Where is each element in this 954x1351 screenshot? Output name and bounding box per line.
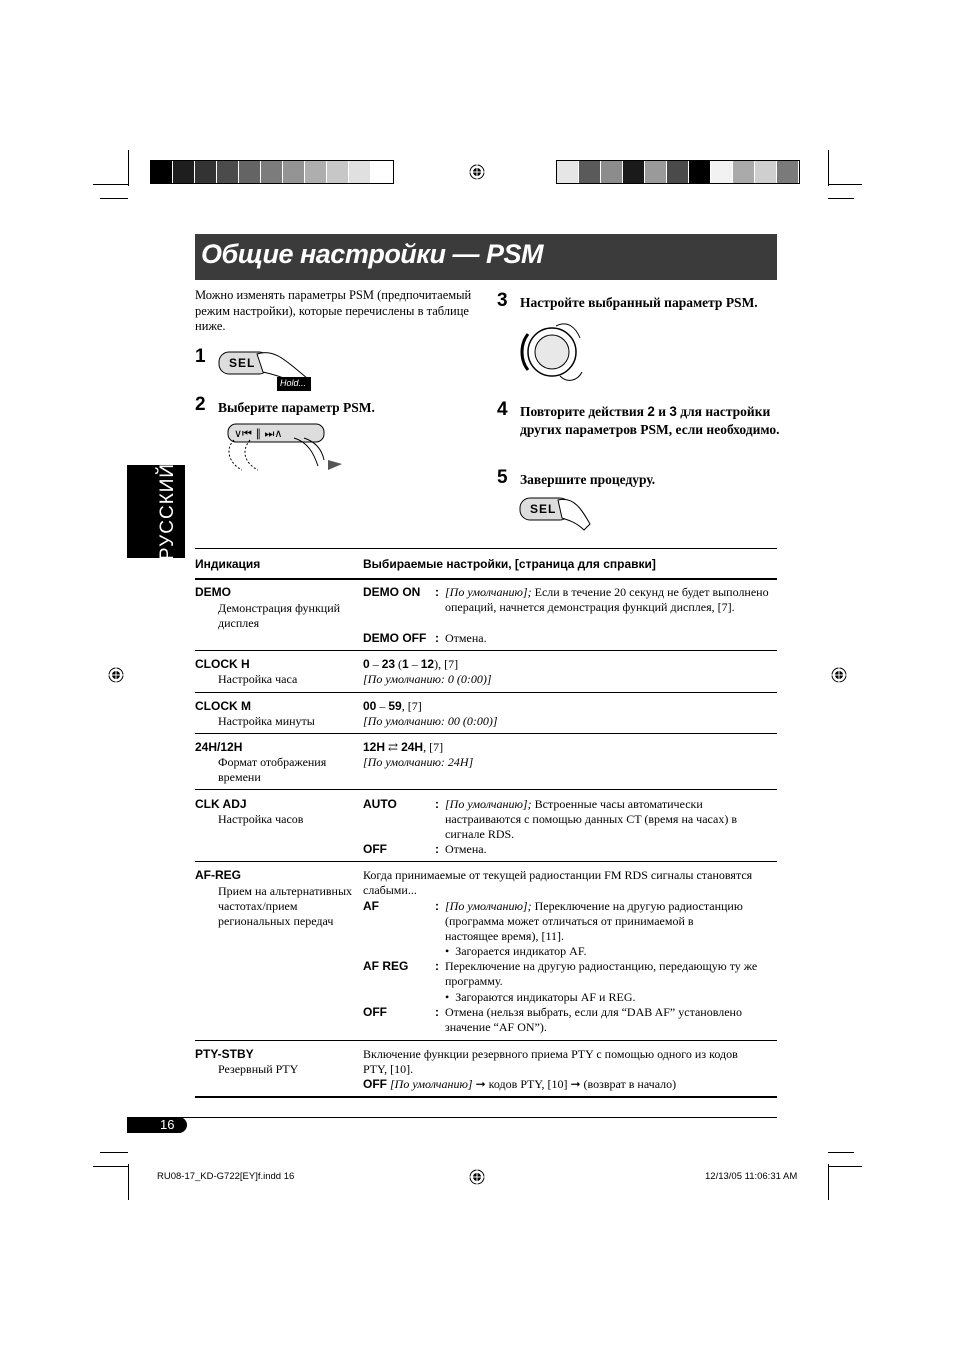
step-1-number: 1 xyxy=(195,346,206,367)
arrow-right-icon: ➞ xyxy=(570,1077,581,1091)
row-divider xyxy=(195,650,777,651)
step-3-text: Настройте выбранный параметр PSM. xyxy=(520,295,758,310)
row-clk-adj-desc: Настройка часов xyxy=(218,812,304,826)
sel-button-label: SEL xyxy=(530,502,557,516)
step-4-text: Повторите действия 2 и 3 для настройки других параметров PSM, если необходимо. xyxy=(520,404,780,437)
row-af-reg-key: AF-REG xyxy=(195,868,241,882)
color-swatch xyxy=(283,161,305,183)
registration-mark-icon xyxy=(469,1169,485,1185)
colon: : xyxy=(435,1005,439,1019)
clock-h-range: 0 – 23 (1 – 12), [7] xyxy=(363,657,459,671)
row-clock-h-desc: Настройка часа xyxy=(218,672,298,686)
arrow-right-icon: ➞ xyxy=(475,1077,486,1091)
color-swatch xyxy=(689,161,711,183)
control-dial-illustration xyxy=(516,318,590,388)
header-indication: Индикация xyxy=(195,557,261,571)
row-clock-h-key: CLOCK H xyxy=(195,657,250,671)
color-calibration-bar-right xyxy=(556,160,800,184)
language-label: РУССКИЙ xyxy=(157,462,178,561)
crop-mark xyxy=(128,150,129,186)
clk-adj-off-key: OFF xyxy=(363,842,387,856)
color-swatch xyxy=(195,161,217,183)
crop-mark xyxy=(93,1166,129,1167)
color-swatch xyxy=(777,161,799,183)
step-3-number: 3 xyxy=(497,290,508,311)
row-divider xyxy=(195,1040,777,1041)
row-pty-key: PTY-STBY xyxy=(195,1047,254,1061)
title-banner xyxy=(195,234,777,280)
color-swatch xyxy=(327,161,349,183)
demo-off-text: Отмена. xyxy=(445,631,487,645)
svg-text:∨⏮ ∥ ⏭∧: ∨⏮ ∥ ⏭∧ xyxy=(234,427,283,440)
footer-rule xyxy=(127,1117,777,1118)
row-divider xyxy=(195,789,777,790)
row-divider xyxy=(195,733,777,734)
af-reg-intro: Когда принимаемые от текущей радиостанции FM RDS сигналы становятся слабыми... xyxy=(363,868,753,898)
row-24h-key: 24H/12H xyxy=(195,740,243,754)
crop-mark xyxy=(128,1164,129,1200)
row-demo-key: DEMO xyxy=(195,585,231,599)
crop-mark xyxy=(828,150,829,186)
af-off-text: Отмена (нельзя выбрать, если для “DAB AF” установлено значение “AF ON”). xyxy=(445,1005,742,1035)
row-af-reg-desc: Прием на альтернативных частотах/прием региональных передач xyxy=(218,884,353,929)
row-clock-m-key: CLOCK M xyxy=(195,699,251,713)
registration-mark-icon xyxy=(831,667,847,683)
afreg-key: AF REG xyxy=(363,959,409,973)
crop-mark xyxy=(828,1152,854,1153)
page-number: 16 xyxy=(160,1117,175,1132)
colon: : xyxy=(435,959,439,973)
afreg-bullet: • Загораются индикаторы AF и REG. xyxy=(445,990,636,1004)
crop-mark xyxy=(828,1166,862,1167)
footer-timestamp: 12/13/05 11:06:31 AM xyxy=(705,1171,798,1182)
colon: : xyxy=(435,797,439,811)
color-swatch xyxy=(733,161,755,183)
registration-mark-icon xyxy=(108,667,124,683)
crop-mark xyxy=(93,184,129,185)
page-title: Общие настройки — PSM xyxy=(201,239,543,269)
color-swatch xyxy=(623,161,645,183)
row-clock-m-desc: Настройка минуты xyxy=(218,714,315,728)
row-clk-adj-key: CLK ADJ xyxy=(195,797,247,811)
af-off-key: OFF xyxy=(363,1005,387,1019)
color-swatch xyxy=(755,161,777,183)
crop-mark xyxy=(828,1164,829,1200)
demo-on-key: DEMO ON xyxy=(363,585,421,599)
af-text: [По умолчанию]; Переключение на другую радиостанцию (программа может отличаться от принимаемой в настоящее время), [11]. xyxy=(445,899,743,944)
colon: : xyxy=(435,585,439,599)
color-swatch xyxy=(371,161,393,183)
row-demo-desc: Демонстрация функций дисплея xyxy=(218,601,341,631)
table-bottom-rule xyxy=(195,1096,777,1098)
color-swatch xyxy=(217,161,239,183)
step-5-number: 5 xyxy=(497,467,508,488)
registration-mark-icon xyxy=(469,164,485,180)
language-tab xyxy=(127,462,185,561)
select-buttons-illustration xyxy=(220,420,350,472)
demo-off-key: DEMO OFF xyxy=(363,631,427,645)
color-swatch xyxy=(667,161,689,183)
color-swatch xyxy=(601,161,623,183)
color-swatch xyxy=(239,161,261,183)
step-2-text: Выберите параметр PSM. xyxy=(218,400,375,415)
clk-adj-auto-text: [По умолчанию]; Встроенные часы автоматически настраиваются с помощью данных CT (время на часах) в сигнале RDS. xyxy=(445,797,738,842)
step-4-number: 4 xyxy=(497,399,508,420)
header-settings: Выбираемые настройки, [страница для справки] xyxy=(363,557,656,571)
swap-arrows-icon: ⇄ xyxy=(388,740,399,754)
colon: : xyxy=(435,842,439,856)
intro-paragraph: Можно изменять параметры PSM (предпочитаемый режим настройки), которые перечислены в таблице ниже. xyxy=(195,288,472,333)
af-bullet: • Загорается индикатор AF. xyxy=(445,944,587,958)
h24-options: 12H ⇄ 24H, [7] xyxy=(363,740,444,754)
h24-default: [По умолчанию: 24H] xyxy=(363,755,474,769)
clock-h-default: [По умолчанию: 0 (0:00)] xyxy=(363,672,492,686)
step-5-text: Завершите процедуру. xyxy=(520,472,656,487)
crop-mark xyxy=(828,198,854,199)
color-swatch xyxy=(711,161,733,183)
table-header-rule xyxy=(195,578,777,580)
page-number-tab xyxy=(127,1117,187,1133)
pty-text: Включение функции резервного приема PTY с помощью одного из кодов PTY, [10]. xyxy=(363,1047,738,1077)
color-calibration-bar-left xyxy=(150,160,394,184)
color-swatch xyxy=(151,161,173,183)
row-divider xyxy=(195,692,777,693)
color-swatch xyxy=(557,161,579,183)
footer-file-info: RU08-17_KD-G722[EY]f.indd 16 xyxy=(157,1171,295,1182)
clk-adj-off-text: Отмена. xyxy=(445,842,487,856)
sel-button-label: SEL xyxy=(229,356,256,370)
demo-on-text: [По умолчанию]; Если в течение 20 секунд не будет выполнено операций, начнется демонстрация функций дисплея, [7]. xyxy=(445,585,769,615)
pty-sequence: OFF [По умолчанию] ➞ кодов PTY, [10] ➞ (возврат в начало) xyxy=(363,1077,677,1091)
row-24h-desc: Формат отображения времени xyxy=(218,755,327,785)
color-swatch xyxy=(579,161,601,183)
step-2-number: 2 xyxy=(195,394,206,415)
af-key: AF xyxy=(363,899,379,913)
crop-mark xyxy=(100,1152,128,1153)
color-swatch xyxy=(349,161,371,183)
table-top-rule xyxy=(195,548,777,549)
clock-m-range: 00 – 59, [7] xyxy=(363,699,422,713)
colon: : xyxy=(435,631,439,645)
crop-mark xyxy=(828,184,862,185)
row-divider xyxy=(195,861,777,862)
clock-m-default: [По умолчанию: 00 (0:00)] xyxy=(363,714,498,728)
crop-mark xyxy=(100,198,128,199)
hold-label: Hold... xyxy=(280,378,307,388)
color-swatch xyxy=(645,161,667,183)
row-pty-desc: Резервный PTY xyxy=(218,1062,299,1076)
color-swatch xyxy=(261,161,283,183)
afreg-text: Переключение на другую радиостанцию, передающую ту же программу. xyxy=(445,959,758,989)
colon: : xyxy=(435,899,439,913)
color-swatch xyxy=(173,161,195,183)
color-swatch xyxy=(305,161,327,183)
clk-adj-auto-key: AUTO xyxy=(363,797,397,811)
